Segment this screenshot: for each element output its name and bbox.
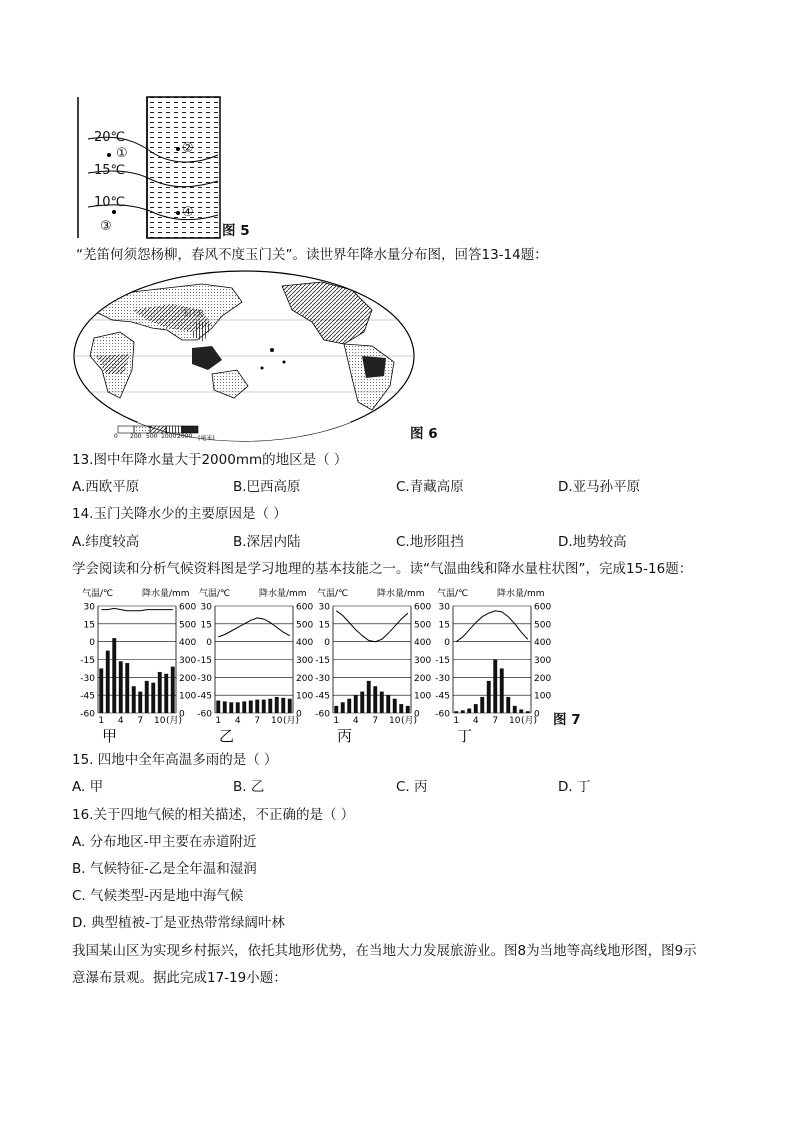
temperature-line [456,611,528,642]
temp-axis-label: 气温/℃ [437,589,469,599]
precip-tick-label: 500 [296,620,314,631]
temp-tick-label: 15 [200,620,212,631]
temperature-line [101,608,173,610]
fig5-label-20c: 20℃ [94,130,126,145]
climate-chart-name: 甲 [102,727,118,745]
precip-bar [164,674,168,713]
precip-bar [236,702,240,713]
temp-axis-label: 气温/℃ [82,589,114,599]
temp-tick-label: 15 [438,620,450,631]
precip-bar [354,695,358,713]
precip-axis-label: 降水量/mm [259,589,307,599]
precip-axis-label: 降水量/mm [142,589,190,599]
temp-tick-label: 0 [324,638,330,649]
precip-tick-label: 500 [534,620,552,631]
temp-tick-label: 30 [83,602,95,613]
precip-tick-label: 200 [296,673,314,684]
temp-tick-label: -60 [435,709,450,720]
temp-tick-label: -15 [435,656,450,666]
q14-option-c[interactable]: C.地形阻挡 [396,534,464,550]
climate-chart-name: 丁 [457,727,473,745]
temp-tick-label: 30 [318,602,330,613]
fig6-legend-tick: 200 [130,433,142,440]
world-map-svg [72,270,417,442]
precip-bar [145,681,149,713]
question-14-stem: 14.玉门关降水少的主要原因是（ ） [72,506,287,522]
precip-bar [288,699,292,713]
temp-tick-label: 30 [438,602,450,613]
temp-tick-label: -45 [435,691,450,702]
intro-15-16: 学会阅读和分析气候资料图是学习地理的基本技能之一。读“气温曲线和降水量柱状图”，完成15-16题： [72,561,693,577]
intro-13-14: “羌笛何须怨杨柳，春风不度玉门关”。读世界年降水量分布图，回答13-14题： [76,247,548,263]
month-tick-label: 1 [333,716,340,726]
precip-tick-label: 200 [534,673,552,684]
month-tick-label: 10 [154,716,166,726]
temp-tick-label: 0 [444,638,450,649]
fig5-label-3: ③ [100,219,112,234]
fig6-legend-tick: 500 [146,433,158,440]
fig5-label-15c: 15℃ [94,163,126,178]
temp-tick-label: -45 [80,691,95,702]
temp-tick-label: -30 [315,673,330,684]
precip-tick-label: 0 [534,709,540,720]
climate-chart-name: 丙 [337,727,353,745]
precip-bar [334,706,338,713]
intro-17-19-line2: 意瀑布景观。据此完成17-19小题： [72,970,287,986]
precip-tick-label: 300 [534,656,552,666]
month-tick-label: 7 [137,716,144,726]
precip-bar [461,710,465,713]
temp-tick-label: -15 [315,656,330,666]
q13-option-a[interactable]: A.西欧平原 [72,479,140,495]
q14-option-d[interactable]: D.地势较高 [558,534,627,550]
precip-bar [487,681,491,713]
precip-bar [506,697,510,713]
precip-bar [493,660,497,714]
fig6-legend [118,426,198,433]
temp-tick-label: -15 [197,656,212,666]
precip-tick-label: 600 [414,602,432,613]
precip-tick-label: 300 [296,656,314,666]
precip-bar [223,701,227,713]
q16-option-d[interactable]: D. 典型植被-丁是亚热带常绿阔叶林 [72,915,285,931]
fig5-label-1: ① [116,146,128,161]
month-tick-label: 10 [389,716,401,726]
precip-bar [393,699,397,713]
precip-bar [281,698,285,713]
precip-tick-label: 600 [296,602,314,613]
month-unit-label: (月) [283,716,300,726]
precip-bar [519,709,523,713]
month-tick-label: 1 [215,716,222,726]
fig5-label-4: ④ [182,205,194,220]
q14-option-b[interactable]: B.深居内陆 [233,534,301,550]
temperature-line [336,611,408,642]
fig6-legend-tick: 1000 [161,433,177,440]
precip-bar [158,672,162,713]
precip-tick-label: 0 [414,709,420,720]
month-tick-label: 1 [98,716,105,726]
temp-tick-label: 15 [83,620,95,631]
q13-option-b[interactable]: B.巴西高原 [233,479,301,495]
precip-tick-label: 400 [179,638,197,649]
climate-chart-name: 乙 [219,727,235,745]
month-tick-label: 4 [117,716,124,726]
q16-option-a[interactable]: A. 分布地区-甲主要在赤道附近 [72,834,257,850]
precip-bar [500,668,504,713]
month-tick-label: 4 [234,716,241,726]
precip-bar [399,704,403,713]
precip-bar [360,692,364,713]
precip-tick-label: 100 [414,691,432,702]
temp-tick-label: 0 [89,638,95,649]
precip-tick-label: 200 [179,673,197,684]
temp-tick-label: -30 [197,673,212,684]
precip-axis-label: 降水量/mm [497,589,545,599]
q15-option-b[interactable]: B. 乙 [233,779,265,795]
q14-option-a[interactable]: A.纬度较高 [72,534,140,550]
precip-bar [373,686,377,713]
temp-tick-label: 15 [318,620,330,631]
q15-option-d[interactable]: D. 丁 [558,779,591,795]
q16-option-c[interactable]: C. 气候类型-丙是地中海气候 [72,888,244,904]
temp-tick-label: 0 [206,638,212,649]
fig6-place-label: 玉门关 [182,309,203,317]
fig6-legend-tick: 0 [114,433,118,440]
precip-tick-label: 0 [296,709,302,720]
precip-bar [268,699,272,713]
precip-bar [347,699,351,713]
temp-tick-label: -30 [80,673,95,684]
precip-bar [216,701,220,713]
month-tick-label: 4 [472,716,479,726]
precip-bar [526,711,530,713]
precip-tick-label: 100 [296,691,314,702]
figure-6 [72,270,417,442]
temp-axis-label: 气温/℃ [317,589,349,599]
q16-option-b[interactable]: B. 气候特征-乙是全年温和湿润 [72,861,257,877]
precip-tick-label: 0 [179,709,185,720]
precip-tick-label: 400 [296,638,314,649]
month-tick-label: 1 [453,716,460,726]
temperature-line [218,618,289,637]
q15-option-a[interactable]: A. 甲 [72,779,104,795]
precip-bar [106,651,110,713]
temp-tick-label: 30 [200,602,212,613]
figure-7 [70,586,570,746]
precip-bar [242,701,246,713]
month-tick-label: 7 [254,716,261,726]
climate-charts-svg [70,586,570,746]
precip-bar [112,638,116,713]
temp-axis-label: 气温/℃ [199,589,231,599]
precip-bar [125,663,129,713]
month-unit-label: (月) [166,716,183,726]
precip-tick-label: 300 [179,656,197,666]
precip-tick-label: 400 [414,638,432,649]
precip-bar [171,667,175,713]
fig5-label-2: ② [182,141,194,156]
precip-bar [132,686,136,713]
temp-tick-label: -30 [435,673,450,684]
month-unit-label: (月) [401,716,418,726]
precip-tick-label: 400 [534,638,552,649]
precip-bar [513,706,517,713]
month-tick-label: 10 [271,716,283,726]
fig7-caption: 图 7 [553,712,581,728]
intro-17-19-line1: 我国某山区为实现乡村振兴，依托其地形优势，在当地大力发展旅游业。图8为当地等高线地形图，图9示 [72,943,697,959]
fig6-legend-tick: (毫米) [198,435,215,442]
q13-option-c[interactable]: C.青藏高原 [396,479,464,495]
precip-bar [474,704,478,713]
month-tick-label: 7 [372,716,379,726]
month-tick-label: 10 [509,716,521,726]
fig6-legend-tick: 2000 [177,433,193,440]
q15-option-c[interactable]: C. 丙 [396,779,428,795]
precip-bar [119,661,123,713]
precip-bar [262,700,266,713]
precip-bar [367,681,371,713]
q13-option-d[interactable]: D.亚马孙平原 [558,479,641,495]
precip-bar [151,683,155,713]
precip-bar [386,695,390,713]
precip-bar [275,697,279,713]
precip-tick-label: 100 [534,691,552,702]
precip-tick-label: 300 [414,656,432,666]
temp-tick-label: -60 [315,709,330,720]
month-unit-label: (月) [521,716,538,726]
precip-tick-label: 500 [414,620,432,631]
question-15-stem: 15. 四地中全年高温多雨的是（ ） [72,752,278,768]
precip-axis-label: 降水量/mm [377,589,425,599]
question-16-stem: 16.关于四地气候的相关描述，不正确的是（ ） [72,807,355,823]
month-tick-label: 7 [492,716,499,726]
temp-tick-label: -60 [197,709,212,720]
precip-bar [380,692,384,713]
precip-bar [406,706,410,713]
precip-tick-label: 600 [179,602,197,613]
precip-bar [341,702,345,713]
precip-bar [229,702,233,713]
precip-tick-label: 100 [179,691,197,702]
precip-bar [249,701,253,713]
precip-tick-label: 500 [179,620,197,631]
question-13-stem: 13.图中年降水量大于2000mm的地区是（ ） [72,452,348,468]
precip-bar [255,700,259,713]
figure-5 [70,95,270,240]
precip-tick-label: 200 [414,673,432,684]
temp-tick-label: -15 [80,656,95,666]
fig6-caption: 图 6 [410,426,438,442]
precip-tick-label: 600 [534,602,552,613]
precip-bar [467,709,471,713]
precip-bar [138,692,142,713]
precip-bar [99,668,103,713]
month-tick-label: 4 [352,716,359,726]
fig5-caption: 图 5 [222,223,250,239]
fig5-label-10c: 10℃ [94,195,126,210]
temp-tick-label: -60 [80,709,95,720]
temp-tick-label: -45 [197,691,212,702]
precip-bar [480,697,484,713]
temp-tick-label: -45 [315,691,330,702]
precip-bar [454,711,458,713]
